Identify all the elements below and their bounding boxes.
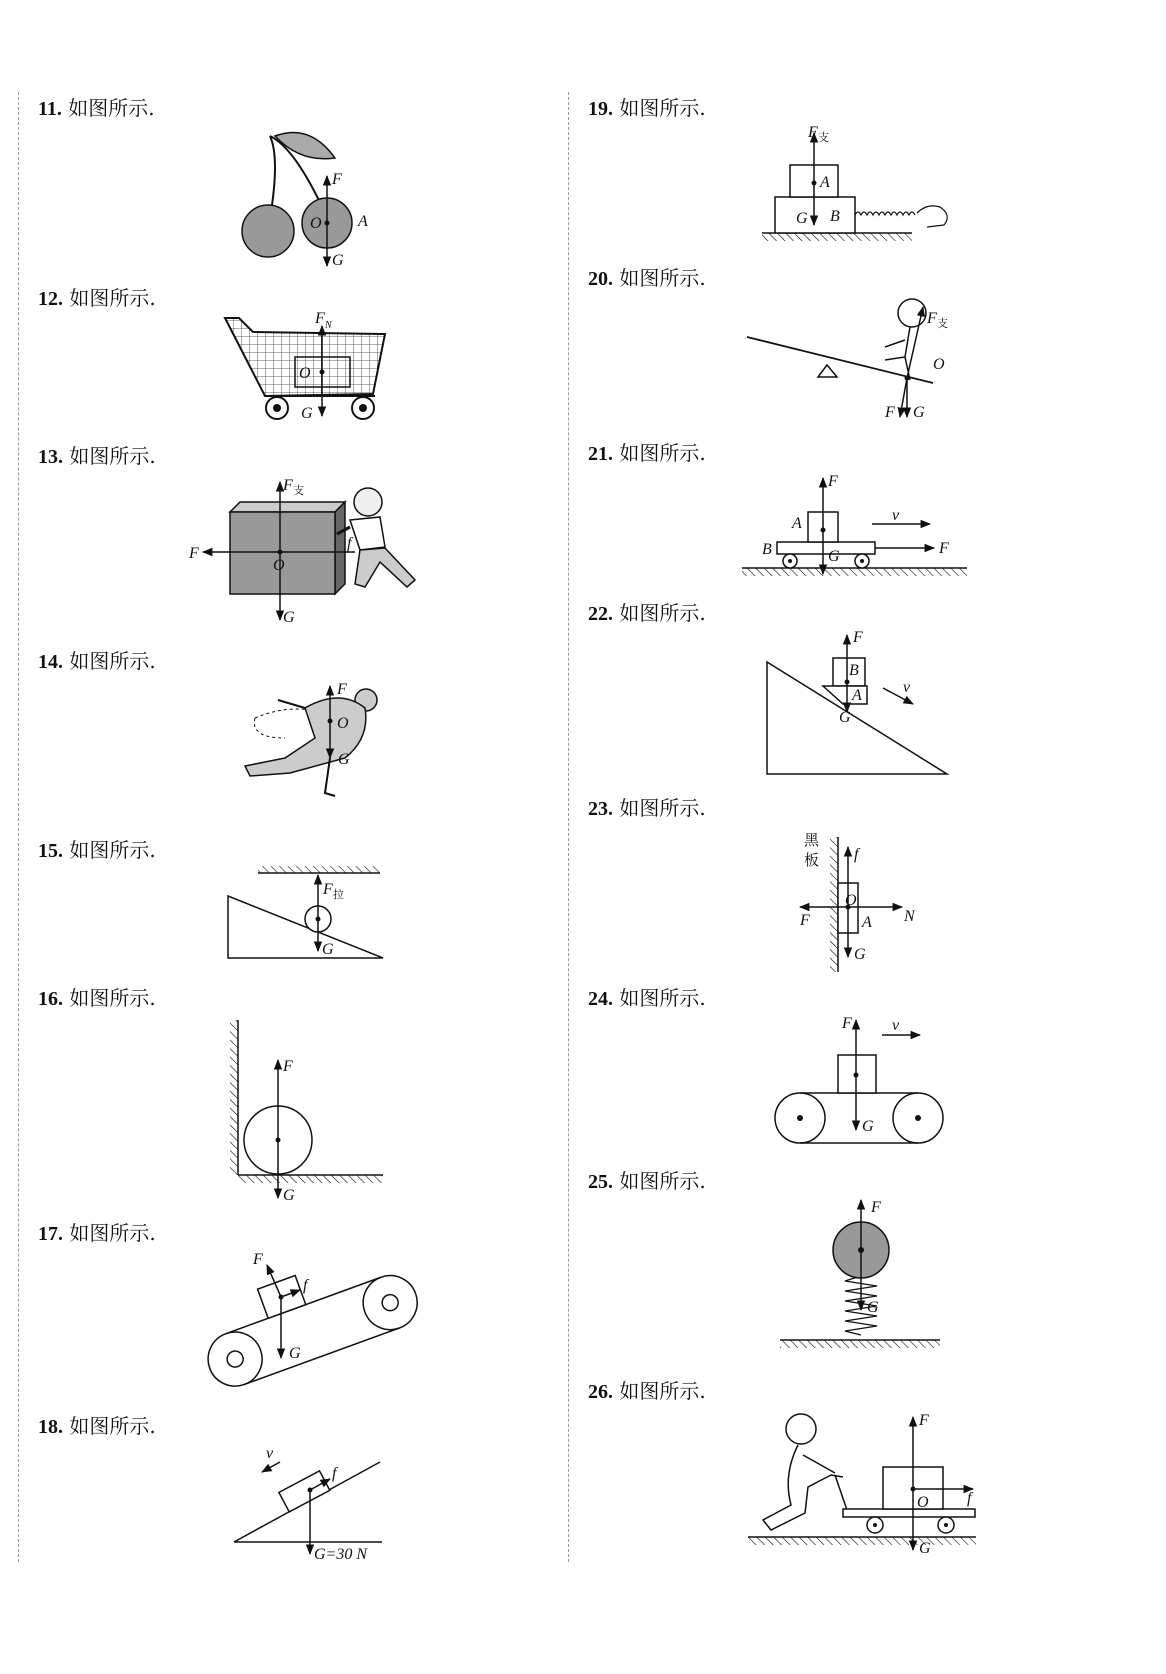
item-19-figure	[762, 125, 962, 245]
item-15-label: 15. 如图所示.	[38, 838, 156, 862]
fig16-G: G	[283, 1187, 295, 1204]
fig18-f: f	[332, 1465, 337, 1482]
fig21-F: F	[828, 473, 838, 490]
fig23-F: F	[800, 912, 810, 929]
fig11-O: O	[310, 215, 322, 232]
fig26-f: f	[967, 1490, 972, 1507]
item-22-figure	[765, 630, 950, 780]
fig20-G: G	[913, 404, 925, 421]
fig11-G: G	[332, 252, 344, 269]
item-25-label: 25. 如图所示.	[588, 1169, 706, 1193]
fig19-sub: 支	[818, 131, 829, 144]
fig23-N: N	[904, 908, 915, 925]
item-15-figure	[228, 866, 393, 966]
fig22-F: F	[853, 629, 863, 646]
fig15-F: F	[323, 881, 333, 898]
item-21-figure	[742, 470, 972, 580]
item-12-label: 12. 如图所示.	[38, 286, 156, 310]
fig23-O: O	[845, 892, 857, 909]
fig12-FN: N	[325, 320, 332, 331]
fig23-f: f	[854, 846, 859, 863]
fig17-F: F	[253, 1251, 263, 1268]
item-14-figure	[230, 678, 400, 808]
fig26-G: G	[919, 1540, 931, 1557]
fig22-v: v	[903, 679, 911, 696]
fig24-v: v	[892, 1017, 900, 1034]
fig15-G: G	[322, 941, 334, 958]
fig26-O: O	[917, 1494, 929, 1511]
fig20-sub: 支	[937, 317, 948, 330]
fig21-v: v	[892, 507, 900, 524]
item-16-figure	[230, 1015, 390, 1205]
fig14-O: O	[337, 715, 349, 732]
fig19-G: G	[796, 210, 808, 227]
item-14-label: 14. 如图所示.	[38, 649, 156, 673]
fig26-F: F	[919, 1412, 929, 1429]
fig13-O: O	[273, 557, 285, 574]
fig20-O: O	[933, 356, 945, 373]
item-18-label: 18. 如图所示.	[38, 1414, 156, 1438]
column-divider	[568, 92, 569, 1562]
item-17-figure	[195, 1250, 435, 1400]
fig14-G: G	[338, 751, 350, 768]
item-24-figure	[770, 1015, 950, 1145]
fig22-G: G	[839, 709, 851, 726]
fig12-O: O	[299, 365, 311, 382]
fig24-G: G	[862, 1118, 874, 1135]
item-20-figure	[745, 295, 975, 425]
fig19-F: F	[808, 124, 818, 141]
item-25-figure	[775, 1198, 945, 1358]
fig19-A: A	[820, 174, 830, 191]
item-17-label: 17. 如图所示.	[38, 1221, 156, 1245]
fig21-G: G	[828, 548, 840, 565]
fig18-G: G=30 N	[314, 1546, 368, 1563]
item-24-label: 24. 如图所示.	[588, 986, 706, 1010]
left-margin-line	[18, 92, 19, 1562]
fig23-A: A	[862, 914, 872, 931]
item-11-figure	[240, 128, 380, 268]
item-21-label: 21. 如图所示.	[588, 441, 706, 465]
item-23-figure	[790, 825, 930, 975]
fig11-A: A	[358, 213, 368, 230]
fig18-v: v	[266, 1445, 274, 1462]
fig17-G: G	[289, 1345, 301, 1362]
fig16-F: F	[283, 1058, 293, 1075]
item-13-label: 13. 如图所示.	[38, 444, 156, 468]
fig25-G: G	[867, 1299, 879, 1316]
item-19-label: 19. 如图所示.	[588, 96, 706, 120]
fig23-board1: 黑	[804, 831, 820, 849]
fig13-f: f	[347, 535, 352, 552]
fig13-F: F	[189, 545, 199, 562]
fig15-sub: 拉	[333, 888, 344, 901]
item-13-figure	[185, 472, 435, 632]
item-18-figure	[232, 1442, 412, 1567]
fig11-F: F	[332, 171, 342, 188]
fig19-B: B	[830, 208, 840, 225]
item-26-figure	[743, 1405, 983, 1555]
item-23-label: 23. 如图所示.	[588, 796, 706, 820]
fig13-G: G	[283, 609, 295, 626]
item-16-label: 16. 如图所示.	[38, 986, 156, 1010]
item-22-label: 22. 如图所示.	[588, 601, 706, 625]
item-11-label: 11. 如图所示.	[38, 96, 155, 120]
fig22-A: A	[852, 687, 862, 704]
fig25-F: F	[871, 1199, 881, 1216]
fig12-G: G	[301, 405, 313, 422]
fig13-Fs: F	[283, 477, 293, 494]
fig20-Fs: F	[927, 310, 937, 327]
fig21-B: B	[762, 541, 772, 558]
item-26-label: 26. 如图所示.	[588, 1379, 706, 1403]
fig12-F: F	[315, 310, 325, 327]
item-20-label: 20. 如图所示.	[588, 266, 706, 290]
fig23-G: G	[854, 946, 866, 963]
fig20-F: F	[885, 404, 895, 421]
item-12-figure	[225, 312, 395, 427]
fig17-f: f	[303, 1277, 308, 1294]
fig21-F2: F	[939, 540, 949, 557]
fig23-board2: 板	[804, 851, 820, 869]
fig14-F: F	[337, 681, 347, 698]
fig21-A: A	[792, 515, 802, 532]
fig13-sub: 支	[293, 484, 304, 497]
fig22-B: B	[849, 662, 859, 679]
fig24-F: F	[842, 1015, 852, 1032]
